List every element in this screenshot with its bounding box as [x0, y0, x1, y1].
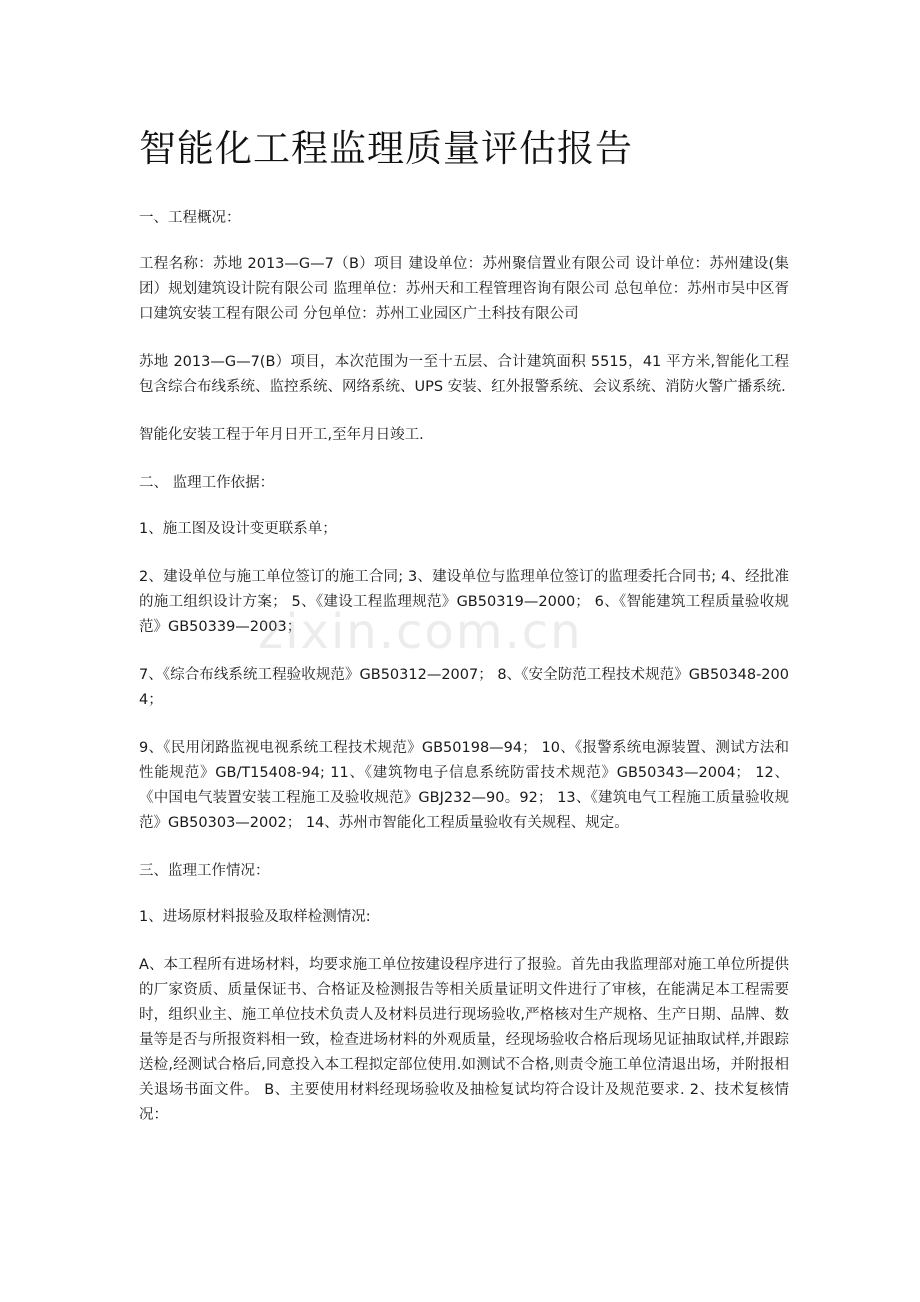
paragraph-basis-9-14: 9、《民用闭路监视电视系统工程技术规范》GB50198—94； 10、《报警系统电源装置、测试方法和性能规范》GB/T15408-94; 11、《建筑物电子信息系统防雷技术规范》GB50343—2004； 12、《中国电气装置安装工程施工及验收规范》GBJ232—90。92； 13、《建筑电气工程施工质量验收规范》GB50303—2002； 14、苏州市智能化工程质量验收有关规程、规定。	[139, 740, 789, 831]
paragraph-material-inspection-heading: 1、进场原材料报验及取样检测情况:	[139, 909, 371, 925]
paragraph-schedule: 智能化安装工程于年月日开工,至年月日竣工.	[139, 427, 424, 443]
paragraph-material-inspection-body: A、本工程所有进场材料，均要求施工单位按建设程序进行了报验。首先由我监理部对施工单位所提供的厂家资质、质量保证书、合格证及检测报告等相关质量证明文件进行了审核，在能满足本工程需要时，组织业主、施工单位技术负责人及材料员进行现场验收,严格核对生产规格、生产日期、品牌、数量等是否与所报资料相一致，检查进场材料的外观质量，经现场验收合格后现场见证抽取试样,并跟踪送检,经测试合格后,同意投入本工程拟定部位使用.如测试不合格,则责令施工单位清退出场，并附报相关退场书面文件。 B、主要使用材料经现场验收及抽检复试均符合设计及规范要求. 2、技术复核情况：	[139, 957, 789, 1123]
paragraph-basis-2-6: 2、建设单位与施工单位签订的施工合同; 3、建设单位与监理单位签订的监理委托合同书; 4、经批准的施工组织设计方案； 5、《建设工程监理规范》GB50319—2000； 6、《智能建筑工程质量验收规范》GB50339—2003；	[139, 569, 789, 635]
section-heading-work-status: 三、监理工作情况：	[139, 863, 270, 879]
section-heading-overview: 一、工程概况：	[139, 210, 241, 226]
section-heading-basis: 二、 监理工作依据：	[139, 475, 275, 491]
document-title: 智能化工程监理质量评估报告	[139, 127, 633, 170]
paragraph-project-info: 工程名称：苏地 2013—G—7（B）项目 建设单位：苏州聚信置业有限公司 设计单位：苏州建设(集团）规划建筑设计院有限公司 监理单位：苏州天和工程管理咨询有限公司 总包单位：苏州市吴中区胥口建筑安装工程有限公司 分包单位：苏州工业园区广土科技有限公司	[139, 256, 789, 322]
paragraph-basis-1: 1、施工图及设计变更联系单；	[139, 521, 337, 537]
watermark-text: zixin.com.cn	[258, 604, 583, 660]
document-body	[139, 118, 789, 1128]
paragraph-project-scope: 苏地 2013—G—7(B）项目，本次范围为一至十五层、合计建筑面积 5515，41 平方米,智能化工程包含综合布线系统、监控系统、网络系统、UPS 安装、红外报警系统、会议系统、消防火警广播系统.	[139, 354, 789, 395]
paragraph-basis-7-8: 7、《综合布线系统工程验收规范》GB50312—2007； 8、《安全防范工程技术规范》GB50348-2004；	[139, 667, 789, 708]
